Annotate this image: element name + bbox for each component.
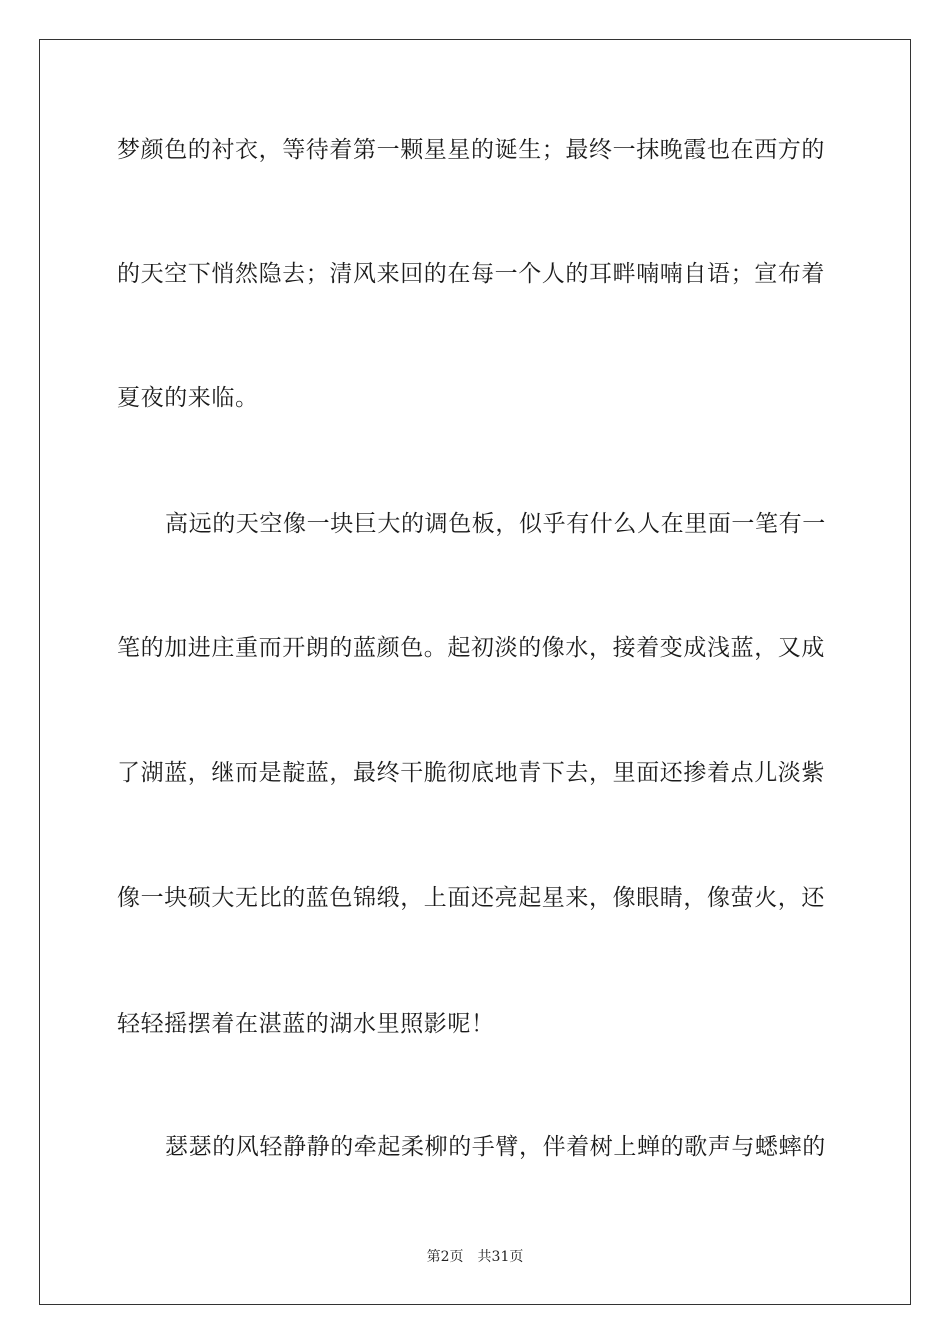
total-pages: 共31页 [477, 1249, 524, 1265]
text-line: 夏夜的来临。 [117, 385, 259, 411]
text-line: 了湖蓝，继而是靛蓝，最终干脆彻底地青下去，里面还掺着点儿淡紫 [117, 760, 825, 786]
page-number: 第2页 [426, 1249, 464, 1265]
paragraph-start-line: 瑟瑟的风轻静静的牵起柔柳的手臂，伴着树上蝉的歌声与蟋蟀的 [165, 1134, 826, 1160]
paragraph-start-line: 高远的天空像一块巨大的调色板，似乎有什么人在里面一笔有一 [165, 511, 826, 537]
text-line: 梦颜色的衬衣，等待着第一颗星星的诞生；最终一抹晚霞也在西方的 [117, 137, 825, 163]
page-footer [0, 1248, 950, 1266]
text-line: 笔的加进庄重而开朗的蓝颜色。起初淡的像水，接着变成浅蓝，又成 [117, 635, 825, 661]
text-line: 像一块硕大无比的蓝色锦缎，上面还亮起星来，像眼睛，像萤火，还 [117, 885, 825, 911]
text-line: 轻轻摇摆着在湛蓝的湖水里照影呢！ [117, 1011, 495, 1037]
page-frame [39, 39, 911, 1305]
text-line: 的天空下悄然隐去；清风来回的在每一个人的耳畔喃喃自语；宣布着 [117, 261, 825, 287]
